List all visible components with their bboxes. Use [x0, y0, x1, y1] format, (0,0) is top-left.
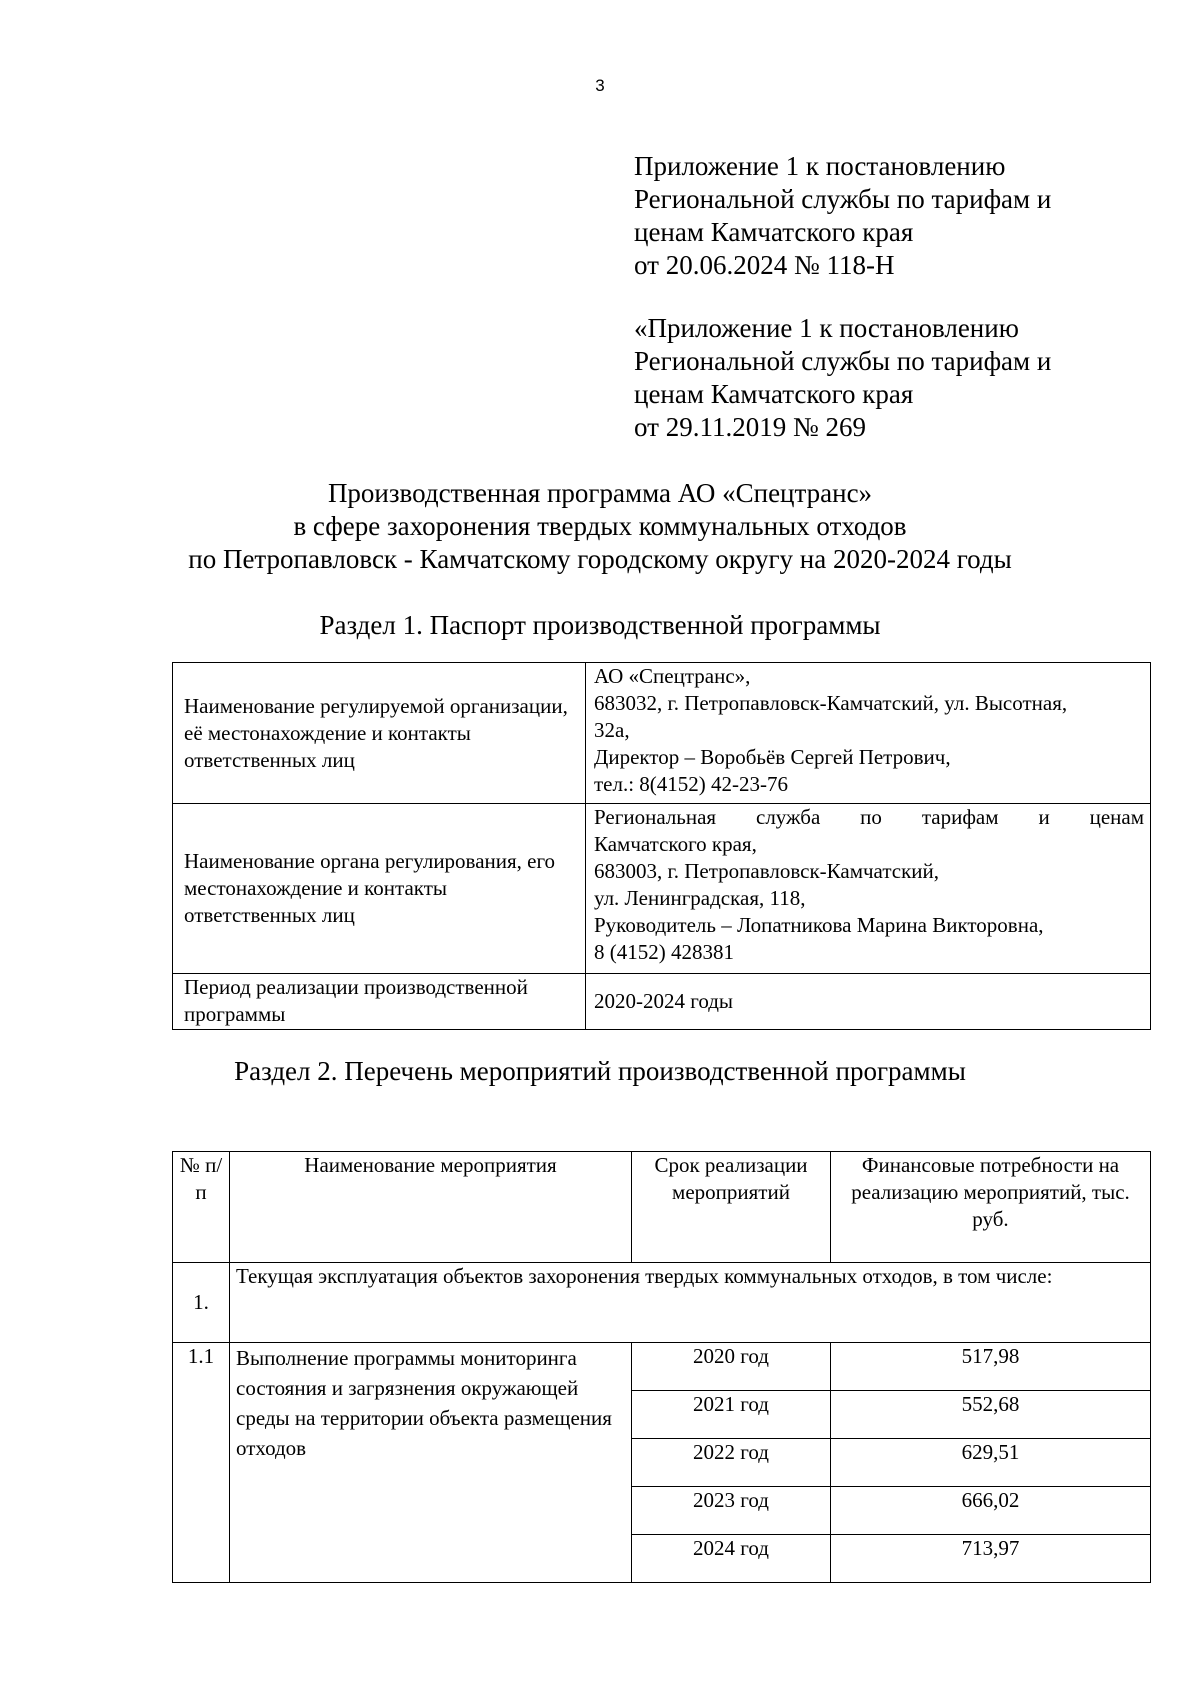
period-cell: 2023 год: [632, 1487, 831, 1535]
section2-heading: Раздел 2. Перечень мероприятий производственной программы: [234, 1056, 966, 1086]
passport-value: [586, 804, 1151, 974]
passport-table: [172, 662, 1151, 1030]
appendix-line: Региональной службы по тарифам и: [634, 346, 1052, 376]
header-name: Наименование мероприятия: [230, 1152, 632, 1263]
value-line: АО «Спецтранс»,: [594, 664, 751, 688]
period-cell: 2021 год: [632, 1391, 831, 1439]
value-line: Директор – Воробьёв Сергей Петрович,: [594, 745, 951, 769]
header-num: № п/п: [173, 1152, 230, 1263]
period-cell: 2020 год: [632, 1343, 831, 1391]
passport-label: Наименование органа регулирования, его местонахождение и контакты ответственных лиц: [173, 804, 586, 974]
passport-value: [586, 974, 1151, 1030]
appendix-line: Приложение 1 к постановлению: [634, 151, 1006, 181]
appendix-line: Региональной службы по тарифам и: [634, 184, 1052, 214]
appendix-line: «Приложение 1 к постановлению: [634, 313, 1019, 343]
amount-cell: 517,98: [831, 1343, 1151, 1391]
appendix-line: ценам Камчатского края: [634, 217, 914, 247]
value-line: 2020-2024 годы: [594, 989, 734, 1013]
appendix-line: от 29.11.2019 № 269: [634, 412, 866, 442]
appendix-line: ценам Камчатского края: [634, 379, 914, 409]
title-line: по Петропавловск - Камчатскому городскому округу на 2020-2024 годы: [188, 544, 1012, 574]
group-text: Текущая эксплуатация объектов захоронения твердых коммунальных отходов, в том числе:: [230, 1263, 1151, 1343]
value-line: ул. Ленинградская, 118,: [594, 886, 806, 910]
appendix-original: [634, 312, 1154, 444]
period-cell: 2022 год: [632, 1439, 831, 1487]
table-row: [173, 1263, 1151, 1343]
table-row: [173, 974, 1151, 1030]
page-number: 3: [595, 76, 605, 95]
passport-label: Период реализации производственной программы: [173, 974, 586, 1030]
period-cell: 2024 год: [632, 1535, 831, 1583]
value-line: Камчатского края,: [594, 832, 757, 856]
value-line: Региональная служба по тарифам и ценам: [594, 805, 1144, 829]
value-line: 683032, г. Петропавловск-Камчатский, ул. Высотная,: [594, 691, 1068, 715]
table-row: [173, 804, 1151, 974]
table-header-row: [173, 1152, 1151, 1263]
title-line: в сфере захоронения твердых коммунальных отходов: [293, 511, 907, 541]
value-line: 683003, г. Петропавловск-Камчатский,: [594, 859, 940, 883]
passport-label: Наименование регулируемой организации, её местонахождение и контакты ответственных лиц: [173, 663, 586, 804]
value-line: 8 (4152) 428381: [594, 940, 734, 964]
header-finance: Финансовые потребности на реализацию мероприятий, тыс. руб.: [831, 1152, 1151, 1263]
value-line: Руководитель – Лопатникова Марина Викторовна,: [594, 913, 1044, 937]
amount-cell: 666,02: [831, 1487, 1151, 1535]
appendix-current: [634, 150, 1154, 282]
measures-table: [172, 1151, 1151, 1583]
table-row: [173, 663, 1151, 804]
group-num: 1.: [173, 1263, 230, 1343]
amount-cell: 713,97: [831, 1535, 1151, 1583]
header-period: Срок реализации мероприятий: [632, 1152, 831, 1263]
document-title: [0, 477, 1200, 576]
passport-value: [586, 663, 1151, 804]
appendix-line: от 20.06.2024 № 118-Н: [634, 250, 895, 280]
section1-heading: Раздел 1. Паспорт производственной программы: [319, 610, 881, 640]
amount-cell: 552,68: [831, 1391, 1151, 1439]
amount-cell: 629,51: [831, 1439, 1151, 1487]
value-line: тел.: 8(4152) 42-23-76: [594, 772, 789, 796]
value-line: 32а,: [594, 718, 630, 742]
item-name: Выполнение программы мониторинга состояния и загрязнения окружающей среды на территории объекта размещения отходов: [230, 1343, 632, 1583]
table-row: [173, 1343, 1151, 1391]
title-line: Производственная программа АО «Спецтранс»: [327, 478, 873, 508]
item-num: 1.1: [173, 1343, 230, 1583]
